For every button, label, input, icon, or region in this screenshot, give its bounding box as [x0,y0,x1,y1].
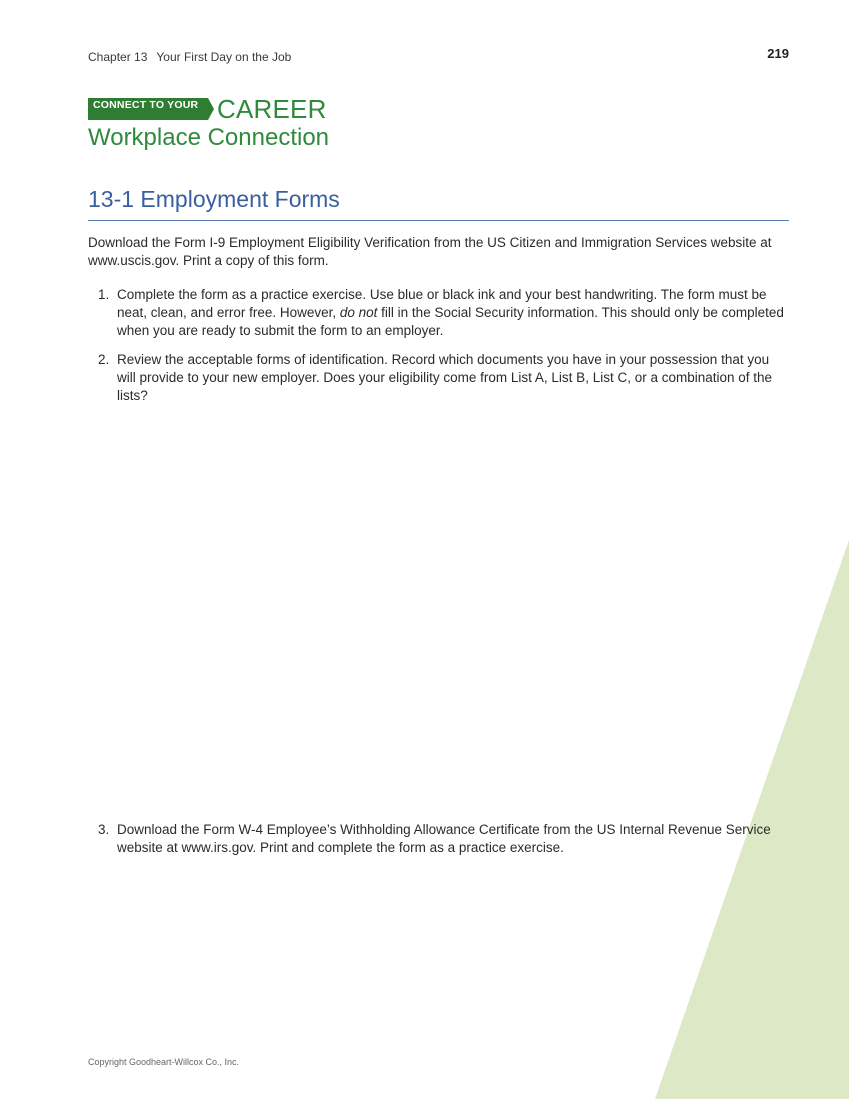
list-item-text: Download the Form W-4 Employee’s Withholding Allowance Certificate from the US Internal Revenue Service website at www.irs.gov. Print and complete the form as a practice exercise. [117,822,771,855]
banner-career-label: CAREER [217,94,327,124]
list-item-number: 3. [98,822,110,837]
section-divider [88,220,789,221]
list-item-number: 2. [98,352,110,367]
list-item-emphasis: do not [339,305,378,320]
list-item-text-part: fill in the Social Security information. This should only be completed when you are ready to submit the form to an employer. [117,305,784,338]
running-header [88,50,291,64]
list-item-text-part: Complete the form as a practice exercise. Use blue or black ink and your best handwriting. The form must be neat, clean, and error free. However, [117,287,767,320]
green-triangle [655,540,849,1099]
banner-subtitle: Workplace Connection [88,124,330,151]
list-item-number: 1. [98,287,110,302]
banner-tag-label: CONNECT TO YOUR [93,99,199,111]
list-item-text: Review the acceptable forms of identification. Record which documents you have in your possession that you will provide to your new employer. Does your eligibility come from List A, List B, List C, or a combination of the lists? [117,352,773,403]
section-title: 13-1 Employment Forms [88,186,340,212]
page-number: 219 [767,46,789,61]
chapter-title: Your First Day on the Job [156,50,292,64]
list-item-text [117,286,788,340]
section-intro: Download the Form I-9 Employment Eligibility Verification from the US Citizen and Immigration Services website at www.uscis.gov. Print a copy of this form. [88,235,772,268]
copyright-notice: Copyright Goodheart-Willcox Co., Inc. [88,1057,240,1067]
chapter-label: Chapter 13 [88,50,148,64]
